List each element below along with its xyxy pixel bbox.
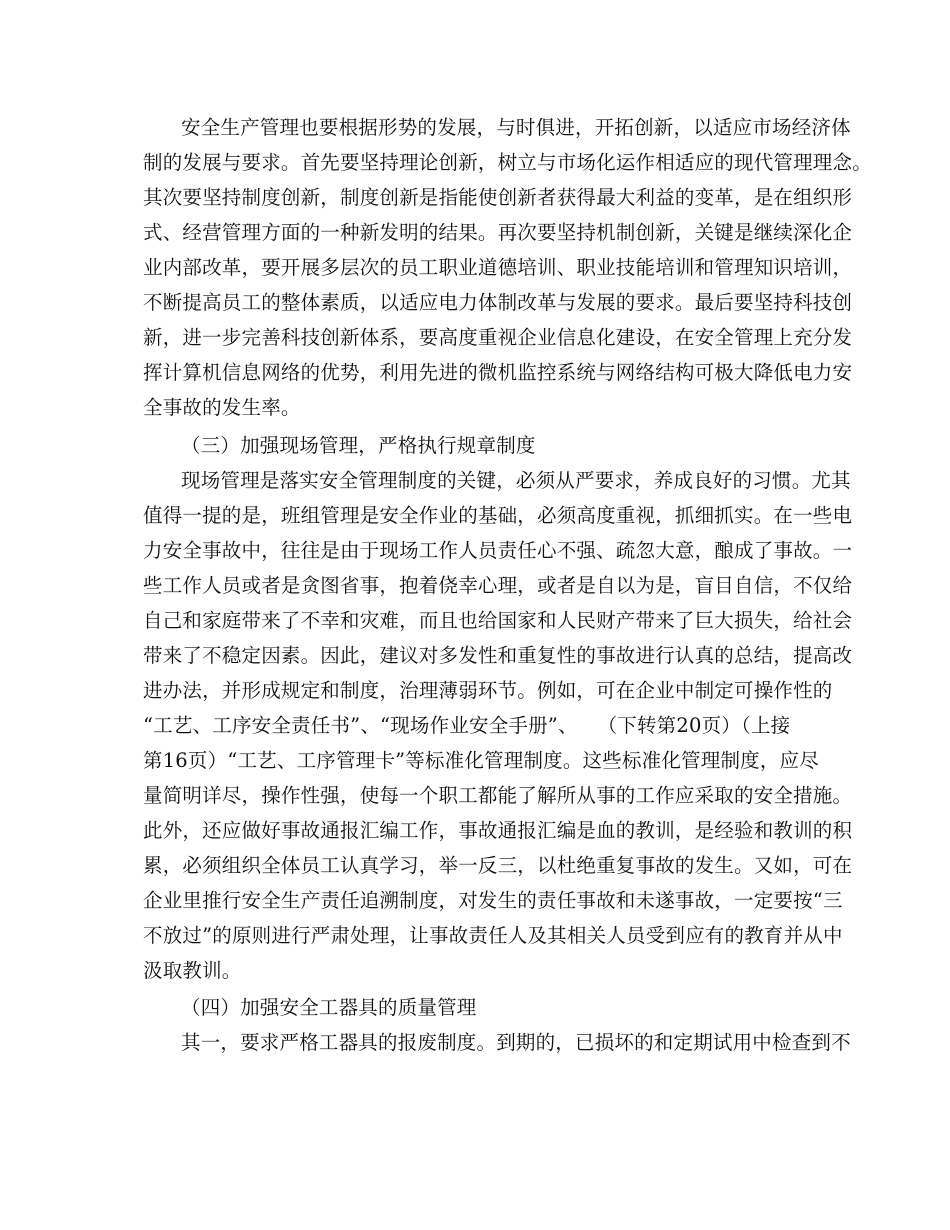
paragraph-line: 进办法，并形成规定和制度，治理薄弱环节。例如，可在企业中制定可操作性的	[143, 679, 833, 702]
paragraph-line: 式、经营管理方面的一种新发明的结果。再次要坚持机制创新，关键是继续深化企	[143, 221, 853, 244]
paragraph-line: 量简明详尽，操作性强，使每一个职工都能了解所从事的工作应采取的安全措施。	[143, 784, 853, 807]
paragraph-line: 挥计算机信息网络的优势，利用先进的微机监控系统与网络结构可极大降低电力安	[143, 361, 853, 384]
paragraph-line: 其一，要求严格工器具的报废制度。到期的，已损坏的和定期试用中检查到不	[181, 1031, 851, 1054]
paragraph-line: 制的发展与要求。首先要坚持理论创新，树立与市场化运作相适应的现代管理理念。	[143, 151, 872, 174]
paragraph-line: 现场管理是落实安全管理制度的关键，必须从严要求，养成良好的习惯。尤其	[181, 469, 851, 492]
paragraph-line: 汲取教训。	[143, 959, 242, 982]
paragraph-line: 力安全事故中，往往是由于现场工作人员责任心不强、疏忽大意，酿成了事故。一	[143, 539, 853, 562]
paragraph-line: 企业里推行安全生产责任追溯制度，对发生的责任事故和未遂事故，一定要按“三	[143, 889, 843, 912]
paragraph-line: 业内部改革，要开展多层次的员工职业道德培训、职业技能培训和管理知识培训，	[143, 256, 853, 279]
paragraph-line: 此外，还应做好事故通报汇编工作，事故通报汇编是血的教训，是经验和教训的积	[143, 819, 853, 842]
paragraph-line: 新，进一步完善科技创新体系，要高度重视企业信息化建设，在安全管理上充分发	[143, 326, 853, 349]
paragraph-line: 自己和家庭带来了不幸和灾难，而且也给国家和人民财产带来了巨大损失，给社会	[143, 609, 853, 632]
paragraph-line: 全事故的发生率。	[143, 396, 301, 419]
paragraph-line: 带来了不稳定因素。因此，建议对多发性和重复性的事故进行认真的总结，提高改	[143, 644, 853, 667]
paragraph-line: 不断提高员工的整体素质，以适应电力体制改革与发展的要求。最后要坚持科技创	[143, 291, 853, 314]
section-heading: （四）加强安全工器具的质量管理	[181, 996, 477, 1019]
paragraph-line: 值得一提的是，班组管理是安全作业的基础，必须高度重视，抓细抓实。在一些电	[143, 504, 853, 527]
paragraph-line: “工艺、工序安全责任书”、“现场作业安全手册”、 （下转第20页）（上接	[143, 714, 791, 737]
paragraph-line: 其次要坚持制度创新，制度创新是指能使创新者获得最大利益的变革，是在组织形	[143, 186, 853, 209]
paragraph-line: 不放过”的原则进行严肃处理，让事故责任人及其相关人员受到应有的教育并从中	[143, 924, 843, 947]
paragraph-line: 累，必须组织全体员工认真学习，举一反三，以杜绝重复事故的发生。又如，可在	[143, 854, 853, 877]
section-heading: （三）加强现场管理，严格执行规章制度	[181, 434, 536, 457]
paragraph-line: 第16页）“工艺、工序管理卡”等标准化管理制度。这些标准化管理制度，应尽	[143, 749, 819, 772]
paragraph-line: 些工作人员或者是贪图省事，抱着侥幸心理，或者是自以为是，盲目自信，不仅给	[143, 574, 853, 597]
paragraph-line: 安全生产管理也要根据形势的发展，与时俱进，开拓创新，以适应市场经济体	[181, 116, 851, 139]
